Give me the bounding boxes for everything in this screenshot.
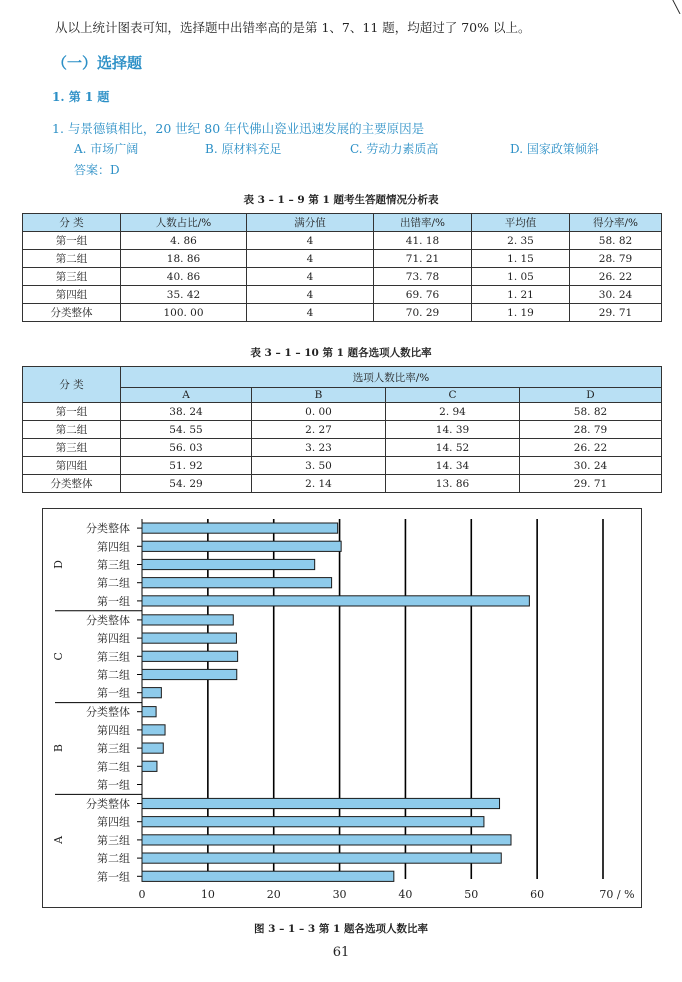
table-cell: 14. 52	[386, 439, 520, 457]
table1-header-cell: 满分值	[247, 214, 374, 232]
table-option-ratio	[22, 366, 662, 493]
table-cell: 3. 23	[252, 439, 386, 457]
bar	[142, 817, 484, 827]
table1-header-row	[23, 214, 662, 232]
bar	[142, 541, 341, 551]
table2-header-group: 选项人数比率/%	[121, 367, 662, 388]
table-cell: 26. 22	[570, 268, 662, 286]
table-cell: 4	[247, 232, 374, 250]
category-label: 第三组	[97, 558, 130, 572]
table-cell: 18. 86	[121, 250, 247, 268]
table-cell: 30. 24	[570, 286, 662, 304]
category-label: 分类整体	[86, 613, 130, 627]
table2-header-category: 分 类	[23, 367, 121, 403]
option-group-label: D	[52, 560, 65, 569]
table-cell: 26. 22	[520, 439, 662, 457]
category-label: 第四组	[97, 815, 130, 829]
option-b: B. 原材料充足	[205, 142, 282, 156]
table-cell: 3. 50	[252, 457, 386, 475]
table-cell: 分类整体	[23, 304, 121, 322]
table-cell: 第四组	[23, 286, 121, 304]
table-cell: 29. 71	[570, 304, 662, 322]
table-cell: 40. 86	[121, 268, 247, 286]
question-label: 1. 第 1 题	[52, 90, 110, 104]
table-cell: 4	[247, 304, 374, 322]
bar	[142, 707, 156, 717]
table-cell: 13. 86	[386, 475, 520, 493]
table-cell: 41. 18	[374, 232, 472, 250]
category-label: 第四组	[97, 723, 130, 737]
bar	[142, 651, 238, 661]
bar	[142, 559, 315, 569]
category-label: 第四组	[97, 540, 130, 554]
bar	[142, 798, 500, 808]
table-cell: 54. 55	[121, 421, 252, 439]
table-cell: 1. 19	[472, 304, 570, 322]
table-cell: 4	[247, 250, 374, 268]
category-label: 第三组	[97, 742, 130, 756]
table1-header-cell: 得分率/%	[570, 214, 662, 232]
category-label: 第二组	[97, 760, 130, 774]
bar	[142, 688, 161, 698]
option-a: A. 市场广阔	[74, 142, 139, 156]
table-cell: 100. 00	[121, 304, 247, 322]
category-label: 第一组	[97, 778, 130, 792]
category-label: 第一组	[97, 686, 130, 700]
option-group-label: A	[52, 835, 65, 844]
category-label: 第三组	[97, 650, 130, 664]
table-cell: 56. 03	[121, 439, 252, 457]
x-tick-label: 70 / %	[599, 888, 635, 901]
table2-header-option: A	[121, 388, 252, 403]
x-tick-label: 20	[266, 888, 281, 901]
bar	[142, 615, 233, 625]
section-title: （一）选择题	[52, 54, 143, 72]
table2-header-option: B	[252, 388, 386, 403]
bar	[142, 761, 157, 771]
table-cell: 71. 21	[374, 250, 472, 268]
category-label: 分类整体	[86, 522, 130, 536]
table-cell: 2. 14	[252, 475, 386, 493]
table-cell: 70. 29	[374, 304, 472, 322]
table2-caption: 表 3 – 1 – 10 第 1 题各选项人数比率	[250, 347, 432, 359]
option-d: D. 国家政策倾斜	[510, 142, 599, 156]
bar	[142, 725, 165, 735]
table-cell: 28. 79	[570, 250, 662, 268]
bar	[142, 871, 394, 881]
table-row	[23, 232, 662, 250]
option-group-label: B	[52, 744, 65, 753]
bar-chart	[43, 509, 641, 907]
bar	[142, 743, 163, 753]
table-cell: 2. 35	[472, 232, 570, 250]
table-cell: 28. 79	[520, 421, 662, 439]
option-c: C. 劳动力素质高	[350, 142, 439, 156]
table-cell: 30. 24	[520, 457, 662, 475]
table-cell: 4	[247, 268, 374, 286]
table1-header-cell: 分 类	[23, 214, 121, 232]
answer-text: 答案：D	[74, 163, 120, 177]
table-cell: 2. 27	[252, 421, 386, 439]
x-tick-label: 30	[332, 888, 347, 901]
table-row	[23, 268, 662, 286]
table-row	[23, 421, 662, 439]
category-label: 第二组	[97, 668, 130, 682]
bar	[142, 578, 332, 588]
table-cell: 51. 92	[121, 457, 252, 475]
table2-header-option: D	[520, 388, 662, 403]
table1-header-cell: 人数占比/%	[121, 214, 247, 232]
bar	[142, 835, 511, 845]
table-row	[23, 403, 662, 421]
category-label: 第一组	[97, 594, 130, 608]
table-row	[23, 286, 662, 304]
category-label: 分类整体	[86, 797, 130, 811]
table-cell: 58. 82	[520, 403, 662, 421]
table-cell: 第一组	[23, 403, 121, 421]
bar	[142, 633, 236, 643]
x-tick-label: 10	[200, 888, 215, 901]
table-cell: 4. 86	[121, 232, 247, 250]
table-cell: 第三组	[23, 439, 121, 457]
bar	[142, 523, 338, 533]
table-cell: 第二组	[23, 250, 121, 268]
category-label: 分类整体	[86, 705, 130, 719]
table1-header-cell: 平均值	[472, 214, 570, 232]
question-text: 1. 与景德镇相比，20 世纪 80 年代佛山瓷业迅速发展的主要原因是	[52, 121, 425, 136]
table-cell: 第四组	[23, 457, 121, 475]
x-tick-label: 50	[464, 888, 479, 901]
table-cell: 69. 76	[374, 286, 472, 304]
table-cell: 38. 24	[121, 403, 252, 421]
table-cell: 54. 29	[121, 475, 252, 493]
table-cell: 14. 39	[386, 421, 520, 439]
table-cell: 73. 78	[374, 268, 472, 286]
table-cell: 4	[247, 286, 374, 304]
table-cell: 14. 34	[386, 457, 520, 475]
table2-header-option: C	[386, 388, 520, 403]
table-cell: 1. 15	[472, 250, 570, 268]
bar	[142, 596, 529, 606]
table-cell: 分类整体	[23, 475, 121, 493]
intro-text: 从以上统计图表可知，选择题中出错率高的是第 1、7、11 题，均超过了 70% 以上。	[55, 20, 531, 35]
category-label: 第二组	[97, 576, 130, 590]
table-cell: 1. 05	[472, 268, 570, 286]
chart-frame	[42, 508, 642, 908]
category-label: 第一组	[97, 870, 130, 884]
table-row	[23, 304, 662, 322]
option-group-label: C	[52, 652, 65, 661]
bar	[142, 669, 237, 679]
x-tick-label: 40	[398, 888, 413, 901]
table1-header-cell: 出错率/%	[374, 214, 472, 232]
table-cell: 第三组	[23, 268, 121, 286]
category-label: 第四组	[97, 632, 130, 646]
table-row	[23, 250, 662, 268]
x-tick-label: 0	[138, 888, 146, 901]
table1-caption: 表 3 – 1 – 9 第 1 题考生答题情况分析表	[243, 194, 439, 206]
category-label: 第二组	[97, 852, 130, 866]
table-row	[23, 439, 662, 457]
chart-caption: 图 3 – 1 – 3 第 1 题各选项人数比率	[254, 923, 428, 935]
bar	[142, 853, 501, 863]
table-cell: 1. 21	[472, 286, 570, 304]
table-answer-analysis	[22, 213, 662, 322]
table-row	[23, 457, 662, 475]
table-cell: 29. 71	[520, 475, 662, 493]
table-cell: 第一组	[23, 232, 121, 250]
table2-header-row	[23, 367, 662, 388]
table-cell: 35. 42	[121, 286, 247, 304]
table-row	[23, 475, 662, 493]
x-tick-label: 60	[530, 888, 545, 901]
table-cell: 2. 94	[386, 403, 520, 421]
category-label: 第三组	[97, 833, 130, 847]
page-number: 61	[332, 945, 350, 960]
corner-mark: ╲	[672, 0, 680, 14]
table-cell: 第二组	[23, 421, 121, 439]
table-cell: 0. 00	[252, 403, 386, 421]
table-cell: 58. 82	[570, 232, 662, 250]
